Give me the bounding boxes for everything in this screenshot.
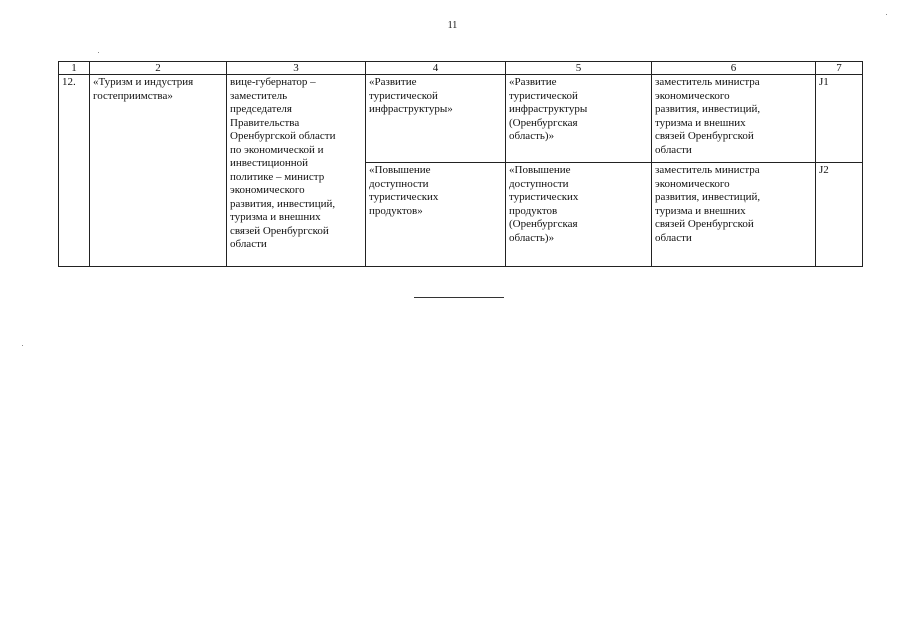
responsible-person-2: заместитель министра экономического развития, инвестиций, туризма и внешних связей Оренбургской области <box>652 163 816 267</box>
header-col-1: 1 <box>59 62 90 75</box>
curator-cell: вице-губернатор – заместитель председателя Правительства Оренбургской области по экономической и инвестиционной политике – министр экономического развития, инвестиций, туризма и внешних связей Оренбургской области <box>227 75 366 267</box>
regional-project-1: «Развитие туристической инфраструктуры (Оренбургская область)» <box>506 75 652 163</box>
header-row <box>59 62 863 75</box>
scan-speck <box>98 52 99 53</box>
header-col-3: 3 <box>227 62 366 75</box>
responsible-person-1: заместитель министра экономического развития, инвестиций, туризма и внешних связей Оренбургской области <box>652 75 816 163</box>
page-number: 11 <box>447 20 458 31</box>
end-separator-line <box>414 297 504 298</box>
row-number: 12. <box>59 75 90 267</box>
federal-project-1: «Развитие туристической инфраструктуры» <box>366 75 506 163</box>
projects-table <box>58 61 863 267</box>
scan-speck <box>22 345 23 346</box>
header-col-2: 2 <box>90 62 227 75</box>
program-name: «Туризм и индустрия гостеприимства» <box>90 75 227 267</box>
header-col-7: 7 <box>816 62 863 75</box>
regional-project-2: «Повышение доступности туристических продуктов (Оренбургская область)» <box>506 163 652 267</box>
table-row <box>59 75 863 163</box>
header-col-5: 5 <box>506 62 652 75</box>
project-code-2: J2 <box>816 163 863 267</box>
federal-project-2: «Повышение доступности туристических продуктов» <box>366 163 506 267</box>
header-col-4: 4 <box>366 62 506 75</box>
project-code-1: J1 <box>816 75 863 163</box>
header-col-6: 6 <box>652 62 816 75</box>
scan-speck <box>886 14 887 15</box>
